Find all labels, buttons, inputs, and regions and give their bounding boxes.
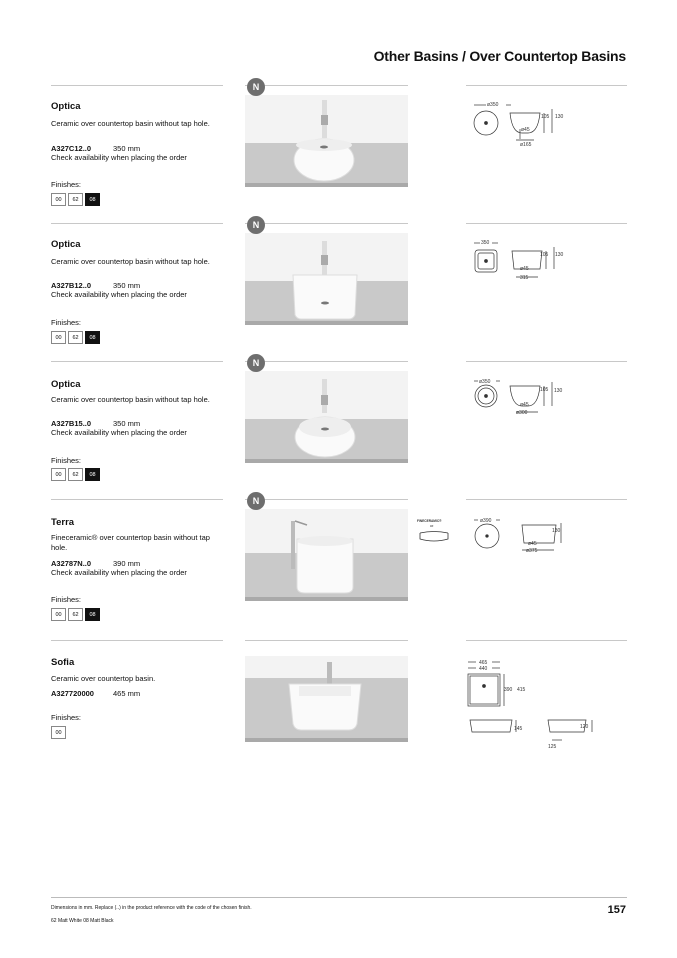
- product-section-optica-round: [0, 82, 677, 223]
- dim-label: ø350: [487, 102, 499, 108]
- dim-label: 415: [517, 687, 526, 693]
- divider: [51, 361, 223, 362]
- finishes-label: Finishes:: [51, 713, 82, 722]
- product-name: Sofia: [51, 657, 75, 668]
- product-description: Fineceramic® over countertop basin without tap hole.: [51, 533, 210, 552]
- footer-divider: [51, 897, 627, 898]
- product-name: Optica: [51, 239, 81, 250]
- product-reference: A327B12..0: [51, 281, 92, 290]
- finish-chip: 08: [85, 608, 100, 621]
- page-number: 157: [607, 904, 626, 916]
- finish-chip: 62: [68, 193, 83, 206]
- finish-chip: 08: [85, 468, 100, 481]
- dim-label: 390: [504, 687, 513, 693]
- page-title: Other Basins / Over Countertop Basins: [373, 48, 626, 64]
- divider: [245, 499, 408, 500]
- finish-swatches: [51, 468, 102, 481]
- finish-chip: 62: [68, 608, 83, 621]
- new-badge: N: [247, 216, 265, 234]
- dim-label: 130: [554, 388, 563, 394]
- finish-swatches: [51, 608, 102, 621]
- divider: [51, 499, 223, 500]
- product-size: 390 mm: [113, 559, 141, 568]
- product-reference: A327720000: [51, 689, 94, 698]
- finishes-label: Finishes:: [51, 318, 82, 327]
- dim-label: 105: [540, 387, 549, 393]
- product-photo: [245, 509, 408, 601]
- product-photo: [245, 95, 408, 187]
- finish-swatches: [51, 193, 102, 206]
- product-size: 465 mm: [113, 689, 141, 698]
- dim-label: 125: [548, 744, 557, 750]
- dim-label: ø350: [479, 379, 491, 385]
- dim-label: 440: [479, 666, 488, 672]
- finish-chip: 00: [51, 608, 66, 621]
- availability-note: Check availability when placing the order: [51, 153, 187, 162]
- finishes-label: Finishes:: [51, 180, 82, 189]
- finish-chip: 62: [68, 468, 83, 481]
- dim-label: 145: [514, 726, 523, 732]
- product-size: 350 mm: [113, 281, 141, 290]
- product-section-sofia: [0, 640, 677, 780]
- finish-chip: 00: [51, 331, 66, 344]
- fineceramic-logo: [416, 517, 452, 547]
- finishes-label: Finishes:: [51, 595, 82, 604]
- divider: [245, 223, 408, 224]
- product-description: Ceramic over countertop basin without tap hole.: [51, 119, 210, 128]
- product-section-optica-square: [0, 220, 677, 361]
- technical-drawing: [466, 223, 627, 361]
- product-name: Optica: [51, 379, 81, 390]
- finish-chip: 00: [51, 193, 66, 206]
- finish-chip: 00: [51, 726, 66, 739]
- product-reference: A32787N..0: [51, 559, 92, 568]
- product-reference: A327B15..0: [51, 419, 92, 428]
- dim-label: ø45: [520, 402, 529, 408]
- new-badge: N: [247, 354, 265, 372]
- finish-swatches: [51, 331, 102, 344]
- product-size: 350 mm: [113, 419, 141, 428]
- dim-label: 130: [555, 252, 564, 258]
- dim-label: ø165: [520, 142, 532, 148]
- dim-label: 120: [580, 724, 589, 730]
- product-name: Terra: [51, 517, 75, 528]
- finishes-label: Finishes:: [51, 456, 82, 465]
- product-section-optica-round-2: [0, 358, 677, 499]
- divider: [51, 223, 223, 224]
- product-section-terra: [0, 496, 677, 637]
- finish-chip: 62: [68, 331, 83, 344]
- dim-label: ø375: [526, 548, 538, 554]
- product-photo: [245, 233, 408, 325]
- dim-label: ø300: [516, 410, 528, 416]
- divider: [51, 85, 223, 86]
- product-name: Optica: [51, 101, 81, 112]
- dim-label: 315: [520, 275, 529, 281]
- divider: [245, 85, 408, 86]
- dim-label: 350: [481, 240, 490, 246]
- svg-text:FINECERAMIC®: FINECERAMIC®: [417, 519, 442, 523]
- divider: [245, 361, 408, 362]
- product-photo: [245, 371, 408, 463]
- dim-label: 465: [479, 660, 488, 666]
- product-description: Ceramic over countertop basin.: [51, 674, 156, 683]
- finish-chip: 08: [85, 193, 100, 206]
- dim-label: ø45: [520, 266, 529, 272]
- dim-label: ø45: [521, 127, 530, 133]
- dim-label: 105: [540, 252, 549, 258]
- technical-drawing: [466, 361, 627, 499]
- product-reference: A327C12..0: [51, 144, 92, 153]
- technical-drawing: [466, 640, 627, 778]
- availability-note: Check availability when placing the order: [51, 568, 187, 577]
- dim-label: 105: [541, 114, 550, 120]
- finish-chip: 08: [85, 331, 100, 344]
- finish-legend: 62 Matt White 08 Matt Black: [51, 918, 114, 924]
- product-description: Ceramic over countertop basin without tap hole.: [51, 257, 210, 266]
- new-badge: N: [247, 78, 265, 96]
- product-size: 350 mm: [113, 144, 141, 153]
- availability-note: Check availability when placing the order: [51, 290, 187, 299]
- dim-label: ø390: [480, 518, 492, 524]
- dim-label: ø45: [528, 541, 537, 547]
- availability-note: Check availability when placing the order: [51, 428, 187, 437]
- finish-chip: 00: [51, 468, 66, 481]
- dim-label: 130: [552, 528, 561, 534]
- divider: [51, 640, 223, 641]
- divider: [245, 640, 408, 641]
- new-badge: N: [247, 492, 265, 510]
- svg-text:##: ##: [430, 524, 434, 528]
- dim-label: 130: [555, 114, 564, 120]
- product-description: Ceramic over countertop basin without tap hole.: [51, 395, 210, 404]
- product-photo: [245, 656, 408, 742]
- technical-drawing: [466, 85, 627, 223]
- footnote: Dimensions in mm. Replace (..) in the product reference with the code of the chosen finish.: [51, 905, 252, 911]
- technical-drawing: [466, 499, 627, 637]
- finish-swatches: [51, 726, 68, 739]
